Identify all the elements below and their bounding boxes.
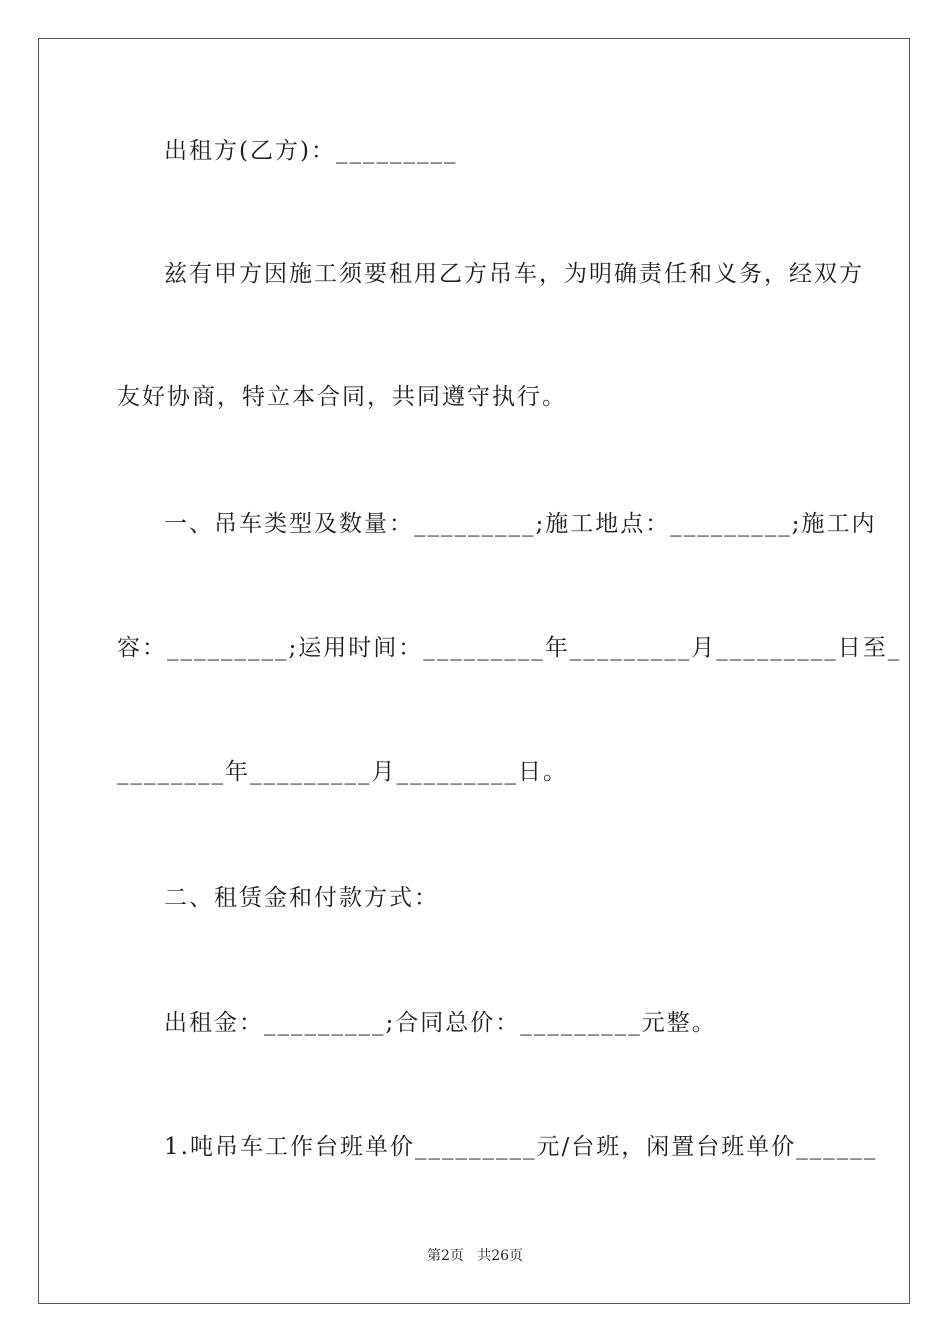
page-frame [38, 38, 910, 1304]
clause-1-line-2: 容：_________;运用时间：_________年_________月_________日至_ [117, 635, 902, 661]
preamble-line-1: 兹有甲方因施工须要租用乙方吊车，为明确责任和义务，经双方 [164, 261, 864, 287]
clause-2-heading: 二、租赁金和付款方式： [164, 885, 439, 911]
preamble-line-2: 友好协商，特立本合同，共同遵守执行。 [117, 384, 567, 410]
page-number-footer: 第2页 共26页 [426, 1248, 524, 1264]
clause-1-line-1: 一、吊车类型及数量：_________;施工地点：_________;施工内 [164, 511, 877, 537]
clause-1-line-3: ________年_________月_________日。 [117, 759, 568, 785]
rent-total-price-line: 出租金：_________;合同总价：_________元整。 [164, 1010, 717, 1036]
unit-price-line: 1.吨吊车工作台班单价_________元/台班，闲置台班单价______ [164, 1134, 878, 1160]
lessor-party-b-line: 出租方(乙方)：_________ [164, 138, 458, 164]
